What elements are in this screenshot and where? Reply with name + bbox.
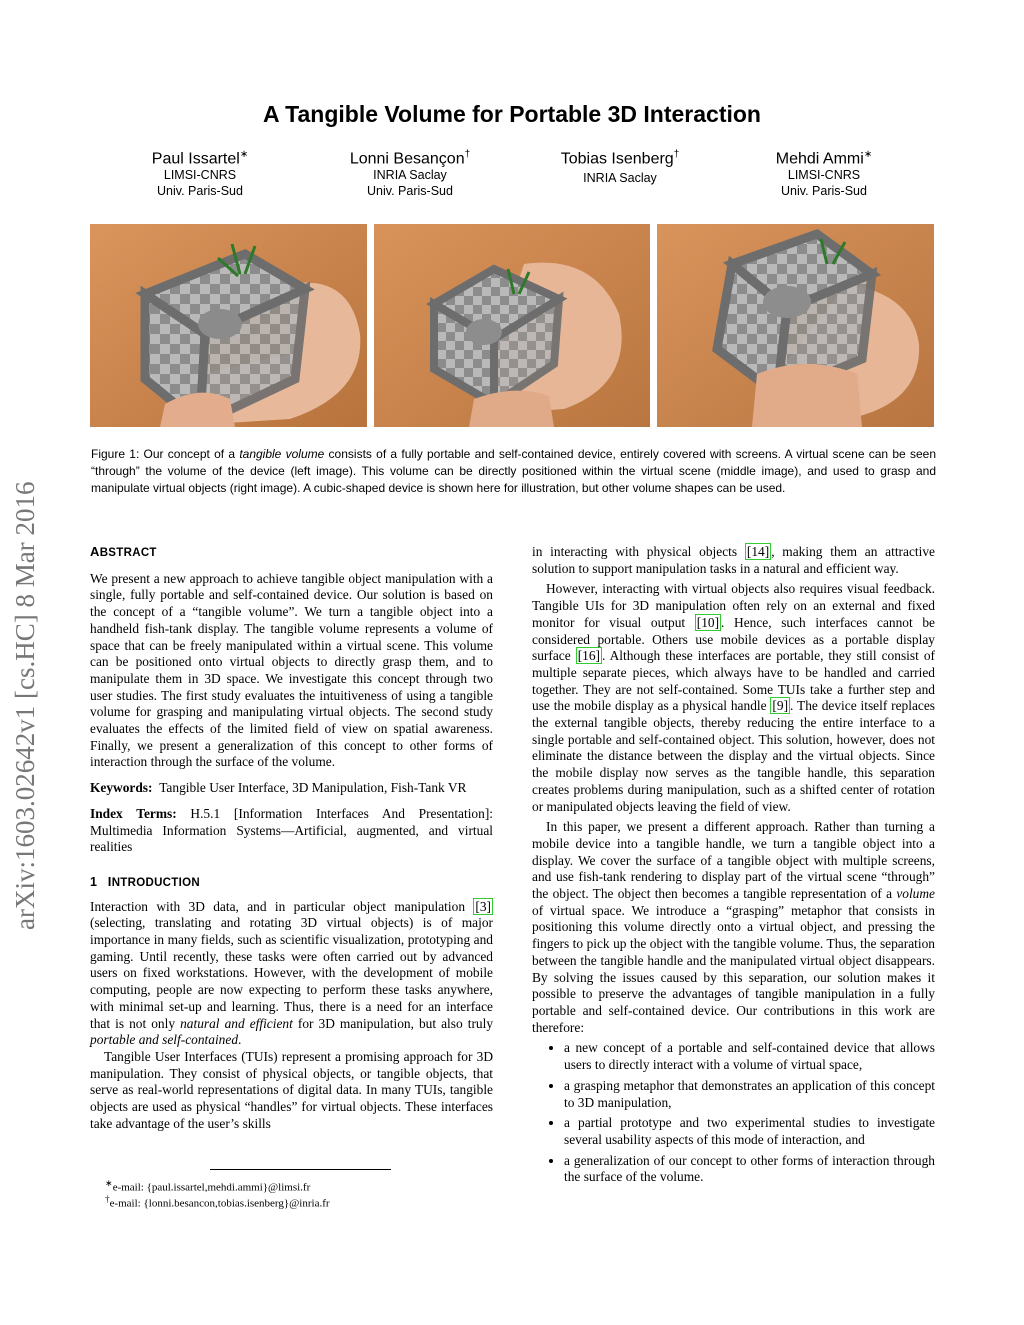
author-mark: † xyxy=(464,149,471,160)
list-item: • a new concept of a portable and self-contained device that allows users to directly interact with a volume of virtual space, xyxy=(564,1040,935,1073)
footnote-2: †e-mail: {lonni.besancon,tobias.isenberg}@inria.fr xyxy=(105,1194,330,1210)
author-block-2 xyxy=(310,146,510,199)
figure-photo-left xyxy=(90,224,367,427)
author-affiliation: LIMSI-CNRS xyxy=(163,168,237,183)
figure-caption xyxy=(91,446,936,497)
contribution-list xyxy=(532,1040,935,1186)
intro-paragraph-2: Tangible User Interfaces (TUIs) represent a promising approach for 3D manipulation. They consist of physical objects, or tangible objects, that serve as real-world representations of digital data. In many TUIs, tangible objects are used as physical “handles” for virtual objects. These interfaces take advantage of the user’s skills xyxy=(90,1048,493,1131)
author-affiliation: LIMSI-CNRS xyxy=(787,168,861,183)
caption-text: consists of a fully portable and self-contained device, entirely covered with screens. A virtual scene can be seen “through” the volume of the device (left image). This volume can be directly positioned within the virtual scene (middle image), and used to grasp and manipulate virtual objects (right image). A cubic-shaped device is shown here for illustration, but other volume shapes can be used. xyxy=(91,447,936,495)
author-affiliation: INRIA Saclay xyxy=(373,168,447,183)
right-column xyxy=(532,544,935,1190)
abstract-text: We present a new approach to achieve tangible object manipulation with a single, fully portable and self-contained device. Our solution is based on the concept of a “tangible volume”. We turn a tangible object into a handheld fish-tank display. The tangible volume represents a volume of space that can be freely manipulated within a virtual scene. This volume can be positioned onto virtual objects to directly grasp them, and to manipulate them in 3D space. We investigate this concept through two user studies. The first study evaluates the intuitiveness of using a tangible volume for grasping and manipulating virtual objects. The second study evaluates the effects of the limited field of view on spatial awareness. Finally, we present a generalization of this concept to other forms of interaction through the surface of the volume. xyxy=(90,570,493,770)
paper-title: A Tangible Volume for Portable 3D Interaction xyxy=(263,101,761,127)
left-column xyxy=(90,544,493,1133)
list-item: • a partial prototype and two experimental studies to investigate several usability aspects of this mode of interaction, and xyxy=(564,1115,935,1148)
author-affiliation: Univ. Paris-Sud xyxy=(367,184,453,199)
author-affiliation: Univ. Paris-Sud xyxy=(157,184,243,199)
abstract-heading: ABSTRACT xyxy=(90,544,157,559)
right-paragraph-2: In this paper, we present a different approach. Rather than turning a mobile device into a tangible handle, we turn a tangible object into a display. We cover the surface of a tangible object with multiple screens, and use fish-tank rendering to display part of the virtual scene “through” the object. The object then becomes a tangible representation of a volume of virtual space. We introduce a “grasping” metaphor that consists in positioning this volume directly onto a virtual object, and pressing the fingers to pick up the object with the tangible volume. Thus, the separation between the tangible handle and the manipulated virtual object disappears. By solving the issues caused by this separation, our solution makes it possible to preserve the advantages of tangible manipulation in a fully portable and self-contained device. Our contributions in this work are therefore: xyxy=(532,819,935,1035)
author-block-1 xyxy=(100,146,300,199)
caption-text: Figure 1: Our concept of a xyxy=(91,447,240,461)
author-mark: ∗ xyxy=(863,149,873,160)
citation-link[interactable]: [10] xyxy=(696,614,720,630)
citation-link[interactable]: [16] xyxy=(577,648,600,664)
figure-photo-right xyxy=(657,224,934,427)
footnote-rule xyxy=(210,1169,391,1170)
citation-link[interactable]: [9] xyxy=(772,698,789,714)
index-terms: Index Terms: H.5.1 [Information Interfaces And Presentation]: Multimedia Information Systems—Artificial, augmented, and virtual realities xyxy=(90,805,493,855)
intro-paragraph-1: Interaction with 3D data, and in particular object manipulation [3] (selecting, translating and rotating 3D virtual objects) is of major importance in many fields, such as scientific visualization, prototyping and gaming. Until recently, these tasks were often carried out by advanced users on fixed workstations. However, with the development of mobile computing, people are now expecting to perform these tasks anywhere, with minimal set-up and learning. Thus, there is a need for an interface that is not only natural and efficient for 3D manipulation, but also truly portable and self-contained. xyxy=(90,898,494,1048)
keywords: Keywords: Tangible User Interface, 3D Manipulation, Fish-Tank VR xyxy=(90,780,467,796)
right-paragraph-1: However, interacting with virtual objects also requires visual feedback. Tangible UIs for 3D manipulation often rely on an external and fixed monitor for visual output [10] . Hence, such interfaces cannot be considered portable. Others use mobile devices as a portable display surface [16] . Although these interfaces are portable, they still consist of multiple separate pieces, which always have to be handled and carried together. They are not self-contained. Some TUIs take a further step and use the mobile display as a physical handle [9] . The device itself replaces the external tangible objects, thereby reducing the entire interface to a single portable and self-contained object. This solution, however, does not eliminate the distance between the display and the virtual objects. Since the mobile display now serves as the tangible handle, this separation creates problems during manipulation, such as a shifted center of rotation or manipulated objects leaving the field of view. xyxy=(532,581,936,814)
author-name: Paul Issartel xyxy=(151,150,240,168)
arxiv-stamp: arXiv:1603.02642v1 [cs.HC] 8 Mar 2016 xyxy=(10,481,40,930)
figure-photo-middle xyxy=(374,224,650,427)
list-item: • a grasping metaphor that demonstrates an application of this concept to 3D manipulation, xyxy=(564,1078,935,1111)
author-affiliation: INRIA Saclay xyxy=(583,171,657,186)
author-mark: ∗ xyxy=(239,149,249,160)
citation-link[interactable]: [3] xyxy=(475,898,491,914)
author-name: Mehdi Ammi xyxy=(775,150,864,168)
author-mark: † xyxy=(673,149,680,160)
footnote-1: ∗e-mail: {paul.issartel,mehdi.ammi}@limsi.fr xyxy=(105,1178,311,1194)
caption-emphasis: tangible volume xyxy=(239,447,325,461)
citation-link[interactable]: [14] xyxy=(746,544,770,559)
author-block-3 xyxy=(520,146,720,186)
right-paragraph-0: in interacting with physical objects [14] , making them an attractive solution to support manipulation tasks in a natural and efficient way. xyxy=(532,544,935,576)
author-affiliation: Univ. Paris-Sud xyxy=(781,184,867,199)
author-block-4 xyxy=(724,146,924,199)
list-item: • a generalization of our concept to other forms of interaction through the surface of the volume. xyxy=(564,1153,935,1186)
intro-heading: 1 INTRODUCTION xyxy=(90,873,200,889)
author-name: Lonni Besançon xyxy=(349,150,465,168)
author-name: Tobias Isenberg xyxy=(560,150,674,168)
